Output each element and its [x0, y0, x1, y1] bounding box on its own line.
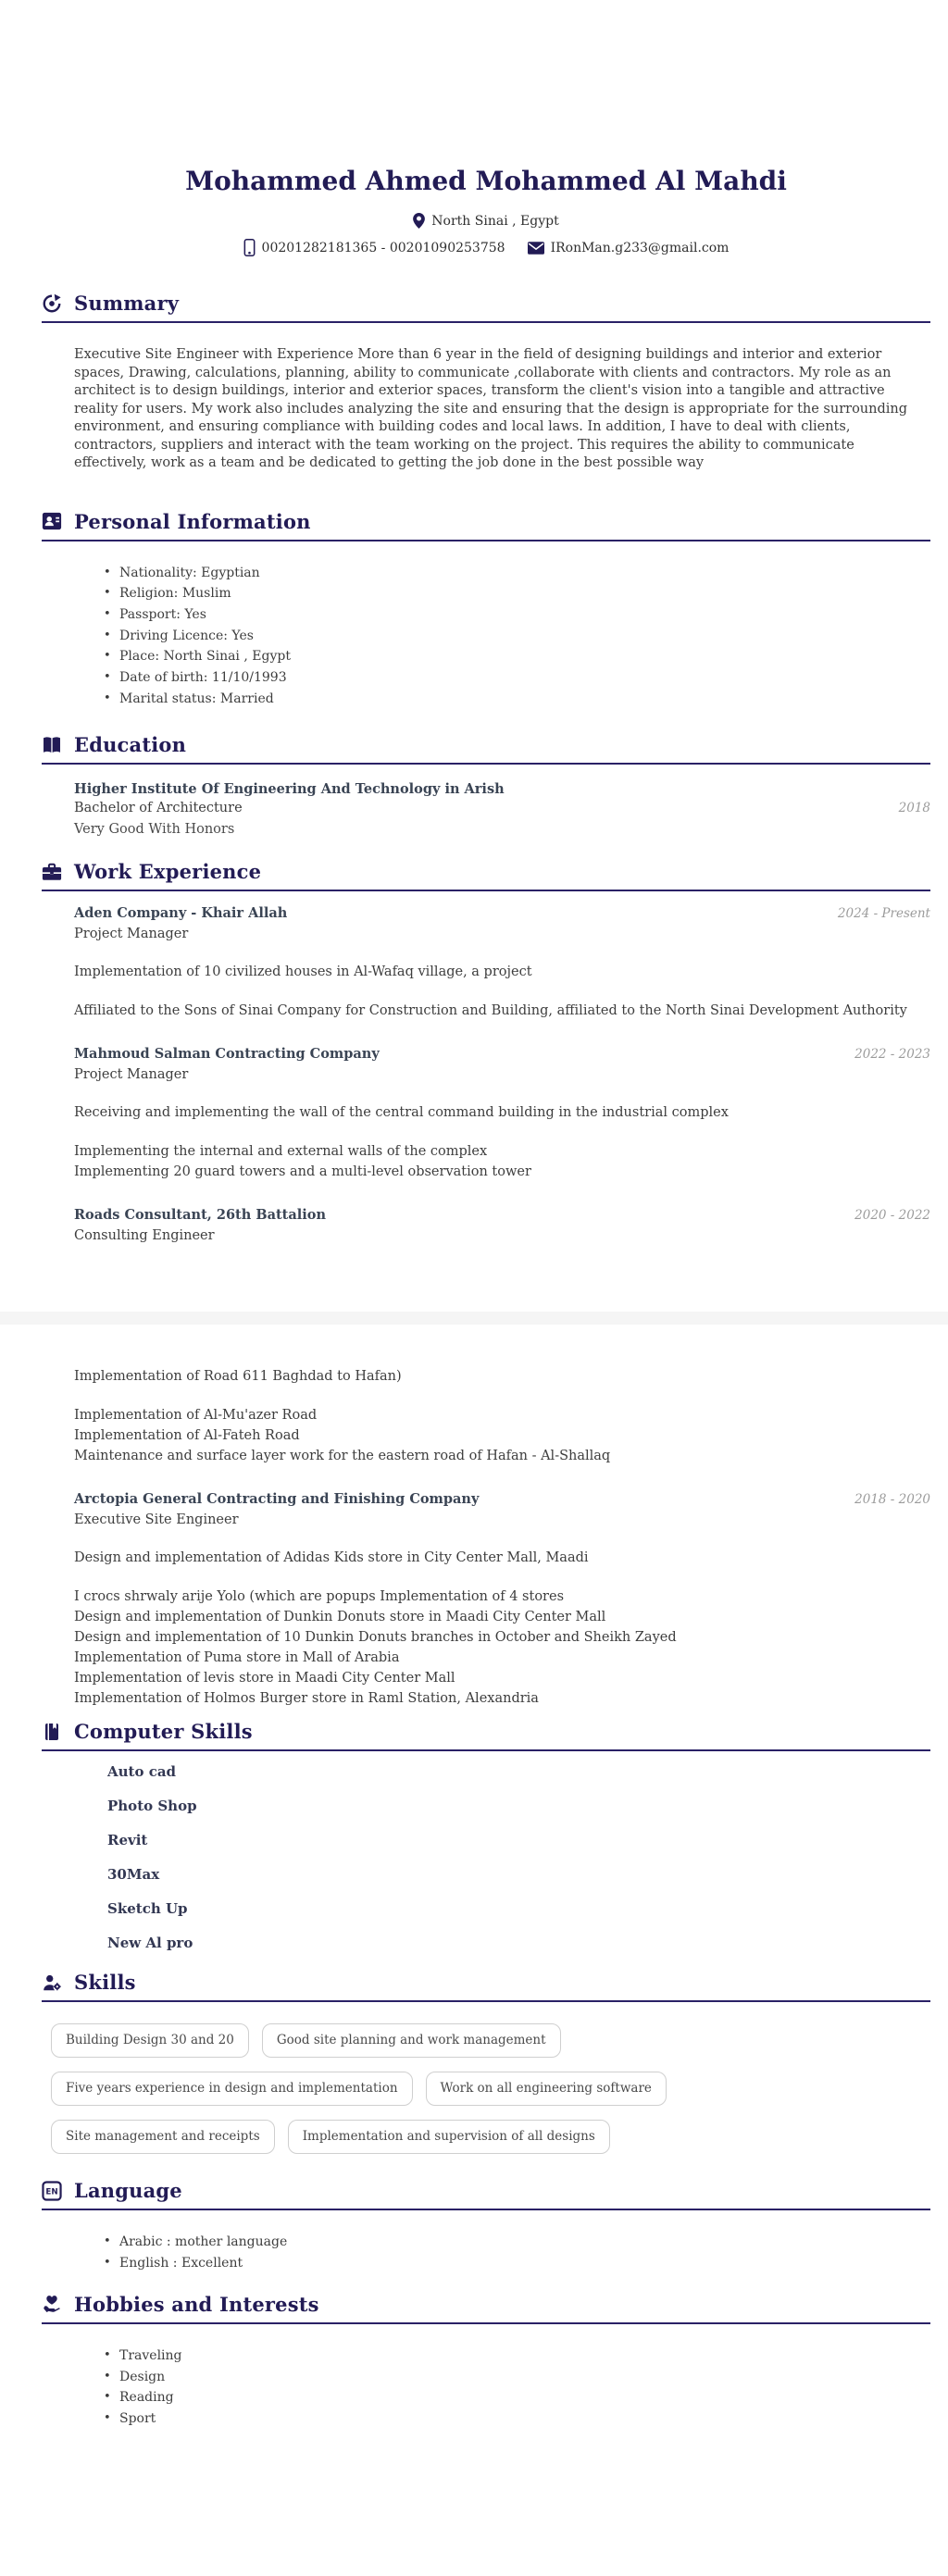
summary-section-header	[42, 292, 930, 315]
job-role: Consulting Engineer	[74, 1228, 215, 1244]
job-paragraph	[74, 962, 930, 982]
page-break	[0, 1312, 948, 1325]
job-role: Executive Site Engineer	[74, 1512, 239, 1528]
section-title: Computer Skills	[74, 1720, 253, 1744]
section-personal-information	[42, 510, 930, 710]
summary-text: Executive Site Engineer with Experience More than 6 year in the field of designing buildings and interior and exterior spaces, Drawing, calculations, planning, ability to communicate ,collaborate with clients and contractors. My role as an architect is to design buildings, interior and exterior spaces, transform the client's vision into a tangible and attractive reality for users. My work also includes analyzing the site and ensuring that the design is appropriate for the surrounding environment, and ensuring compliance with building codes and local laws. In addition, I have to deal with clients, contractors, suppliers and interact with the team working on the project. This requires the ability to communicate effectively, work as a team and be dedicated to getting the job done in the best possible way	[74, 347, 908, 470]
job-paragraph	[74, 1548, 930, 1568]
briefcase-icon	[42, 862, 62, 882]
job-detail-line: Receiving and implementing the wall of the central command building in the industrial complex	[74, 1105, 729, 1121]
computer-skill-item: 30Max	[107, 1866, 160, 1884]
job-paragraph	[74, 1141, 930, 1182]
skill-chip-row	[51, 2120, 930, 2154]
personal-info-item: • Date of birth: 11/10/1993	[104, 667, 930, 689]
translate-icon	[42, 2181, 62, 2201]
education-date: 2018	[898, 801, 930, 816]
job-detail-line: Implementing 20 guard towers and a multi-level observation tower	[74, 1164, 531, 1180]
hobby-item: • Design	[104, 2367, 930, 2388]
skill-chip: Work on all engineering software	[426, 2072, 667, 2106]
skill-chip-row	[51, 2072, 930, 2106]
location-text: North Sinai , Egypt	[431, 213, 559, 229]
id-card-icon	[42, 511, 62, 531]
job-detail-line: Implementation of levis store in Maadi City Center Mall	[74, 1671, 455, 1686]
job-detail-line: Implementation of Puma store in Mall of Arabia	[74, 1650, 400, 1666]
job-detail-line: Implementation of 10 civilized houses in Al-Wafaq village, a project	[74, 964, 532, 980]
job-detail-line: Affiliated to the Sons of Sinai Company for Construction and Building, affiliated to the North Sinai Development Authority	[74, 1003, 907, 1019]
section-rule	[42, 2000, 930, 2002]
skills-section-header	[42, 1971, 930, 1994]
open-book-icon	[42, 735, 62, 755]
education-grade: Very Good With Honors	[74, 822, 235, 838]
person-gear-icon	[42, 1972, 62, 1993]
computer-skill-item: New Al pro	[107, 1935, 193, 1952]
location-row	[42, 213, 930, 229]
job-title-row	[74, 1045, 930, 1063]
computer-skill-item: Auto cad	[107, 1763, 177, 1781]
section-work-experience	[42, 860, 930, 1709]
job-role: Project Manager	[74, 927, 189, 942]
section-hobbies	[42, 2293, 930, 2430]
section-rule	[42, 540, 930, 541]
computer-skills-list	[107, 1765, 930, 1950]
section-title: Work Experience	[74, 860, 262, 884]
section-title: Language	[74, 2179, 182, 2203]
job-paragraph	[74, 1102, 930, 1123]
language-list	[104, 2232, 930, 2273]
job-role: Project Manager	[74, 1067, 189, 1083]
section-skills	[42, 1971, 930, 2154]
language-section-header	[42, 2179, 930, 2202]
job-title-row	[74, 904, 930, 922]
job-paragraph	[74, 1587, 930, 1709]
section-title: Summary	[74, 292, 180, 315]
work-section-header	[42, 860, 930, 883]
language-item: • English : Excellent	[104, 2253, 930, 2274]
personal-info-item: • Marital status: Married	[104, 689, 930, 710]
computer-skill-item: Revit	[107, 1832, 148, 1849]
job-header	[74, 1045, 930, 1084]
hobbies-list	[104, 2346, 930, 2430]
job-header	[74, 1206, 930, 1245]
section-computer-skills	[42, 1720, 930, 1950]
candidate-name: Mohammed Ahmed Mohammed Al Mahdi	[185, 166, 787, 196]
personal-info-item: • Passport: Yes	[104, 604, 930, 626]
email-text: IRonMan.g233@gmail.com	[550, 240, 730, 255]
skill-chip-row	[51, 2023, 930, 2058]
job-detail-line: Design and implementation of Adidas Kids store in City Center Mall, Maadi	[74, 1550, 589, 1566]
hand-heart-icon	[42, 2294, 62, 2314]
personal-info-item: • Religion: Muslim	[104, 583, 930, 604]
job-detail-line: Implementation of Road 611 Baghdad to Hafan)	[74, 1369, 402, 1385]
job-title-row	[74, 1490, 930, 1508]
contact-row	[42, 239, 930, 256]
skill-chip: Five years experience in design and implementation	[51, 2072, 413, 2106]
section-title: Skills	[74, 1971, 136, 1995]
section-rule	[42, 1749, 930, 1751]
education-section-header	[42, 733, 930, 756]
hobby-item: • Sport	[104, 2408, 930, 2430]
job-header	[74, 1490, 930, 1529]
hobbies-section-header	[42, 2293, 930, 2316]
job-detail-line: Maintenance and surface layer work for the eastern road of Hafan - Al-Shallaq	[74, 1449, 611, 1464]
computer-skill-item: Photo Shop	[107, 1798, 197, 1815]
skill-chips	[51, 2023, 930, 2154]
hobby-item: • Reading	[104, 2387, 930, 2408]
personal-info-item: • Nationality: Egyptian	[104, 563, 930, 584]
skill-chip: Good site planning and work management	[262, 2023, 561, 2058]
job-paragraph	[74, 1001, 930, 1021]
section-title: Personal Information	[74, 509, 311, 533]
job-dates: 2022 - 2023	[854, 1047, 930, 1063]
job-detail-line: Design and implementation of 10 Dunkin Donuts branches in October and Sheikh Zayed	[74, 1630, 677, 1646]
phone-text: 00201282181365 - 00201090253758	[261, 240, 505, 255]
job-paragraph	[74, 1366, 930, 1387]
section-rule	[42, 2209, 930, 2210]
education-degree: Bachelor of Architecture	[74, 801, 243, 816]
circular-arrow-icon	[42, 293, 62, 314]
language-item: • Arabic : mother language	[104, 2232, 930, 2253]
job-company: Mahmoud Salman Contracting Company	[74, 1046, 380, 1063]
job-company: Aden Company - Khair Allah	[74, 905, 288, 922]
personal-info-list	[104, 563, 930, 710]
envelope-icon	[528, 242, 544, 255]
job-detail-line: Implementation of Holmos Burger store in Raml Station, Alexandria	[74, 1691, 539, 1707]
section-rule	[42, 321, 930, 323]
book-icon	[42, 1722, 62, 1742]
skill-chip: Site management and receipts	[51, 2120, 275, 2154]
personal-info-item: • Place: North Sinai , Egypt	[104, 646, 930, 667]
job-dates: 2024 - Present	[837, 906, 930, 922]
map-pin-icon	[413, 213, 425, 229]
job-dates: 2020 - 2022	[854, 1208, 930, 1224]
section-title: Education	[74, 733, 187, 757]
job-detail-line: I crocs shrwaly arije Yolo (which are popups Implementation of 4 stores	[74, 1589, 565, 1605]
section-title: Hobbies and Interests	[74, 2292, 319, 2316]
personal-info-item: • Driving Licence: Yes	[104, 626, 930, 647]
section-language	[42, 2179, 930, 2273]
job-paragraph	[74, 1405, 930, 1466]
education-school: Higher Institute Of Engineering And Technology in Arish	[74, 781, 505, 798]
svg-text:EN: EN	[45, 2187, 58, 2197]
work-experience-body	[74, 904, 930, 1709]
job-detail-line: Implementing the internal and external walls of the complex	[74, 1144, 488, 1160]
section-summary	[42, 292, 930, 473]
job-detail-line: Design and implementation of Dunkin Donuts store in Maadi City Center Mall	[74, 1610, 606, 1625]
section-rule	[42, 890, 930, 891]
section-rule	[42, 2322, 930, 2324]
mobile-phone-icon	[243, 239, 256, 256]
job-detail-line: Implementation of Al-Fateh Road	[74, 1428, 300, 1444]
job-company: Roads Consultant, 26th Battalion	[74, 1207, 327, 1224]
section-rule	[42, 763, 930, 765]
personal-section-header	[42, 510, 930, 533]
computer-skills-section-header	[42, 1720, 930, 1743]
section-education	[42, 733, 930, 839]
job-company: Arctopia General Contracting and Finishing Company	[74, 1491, 480, 1508]
education-degree-row	[74, 800, 930, 817]
job-detail-line: Implementation of Al-Mu'azer Road	[74, 1408, 318, 1424]
resume-header	[42, 0, 930, 256]
job-dates: 2018 - 2020	[854, 1492, 930, 1508]
computer-skill-item: Sketch Up	[107, 1900, 188, 1918]
skill-chip: Building Design 30 and 20	[51, 2023, 249, 2058]
job-title-row	[74, 1206, 930, 1224]
hobby-item: • Traveling	[104, 2346, 930, 2367]
job-header	[74, 904, 930, 943]
skill-chip: Implementation and supervision of all designs	[288, 2120, 610, 2154]
